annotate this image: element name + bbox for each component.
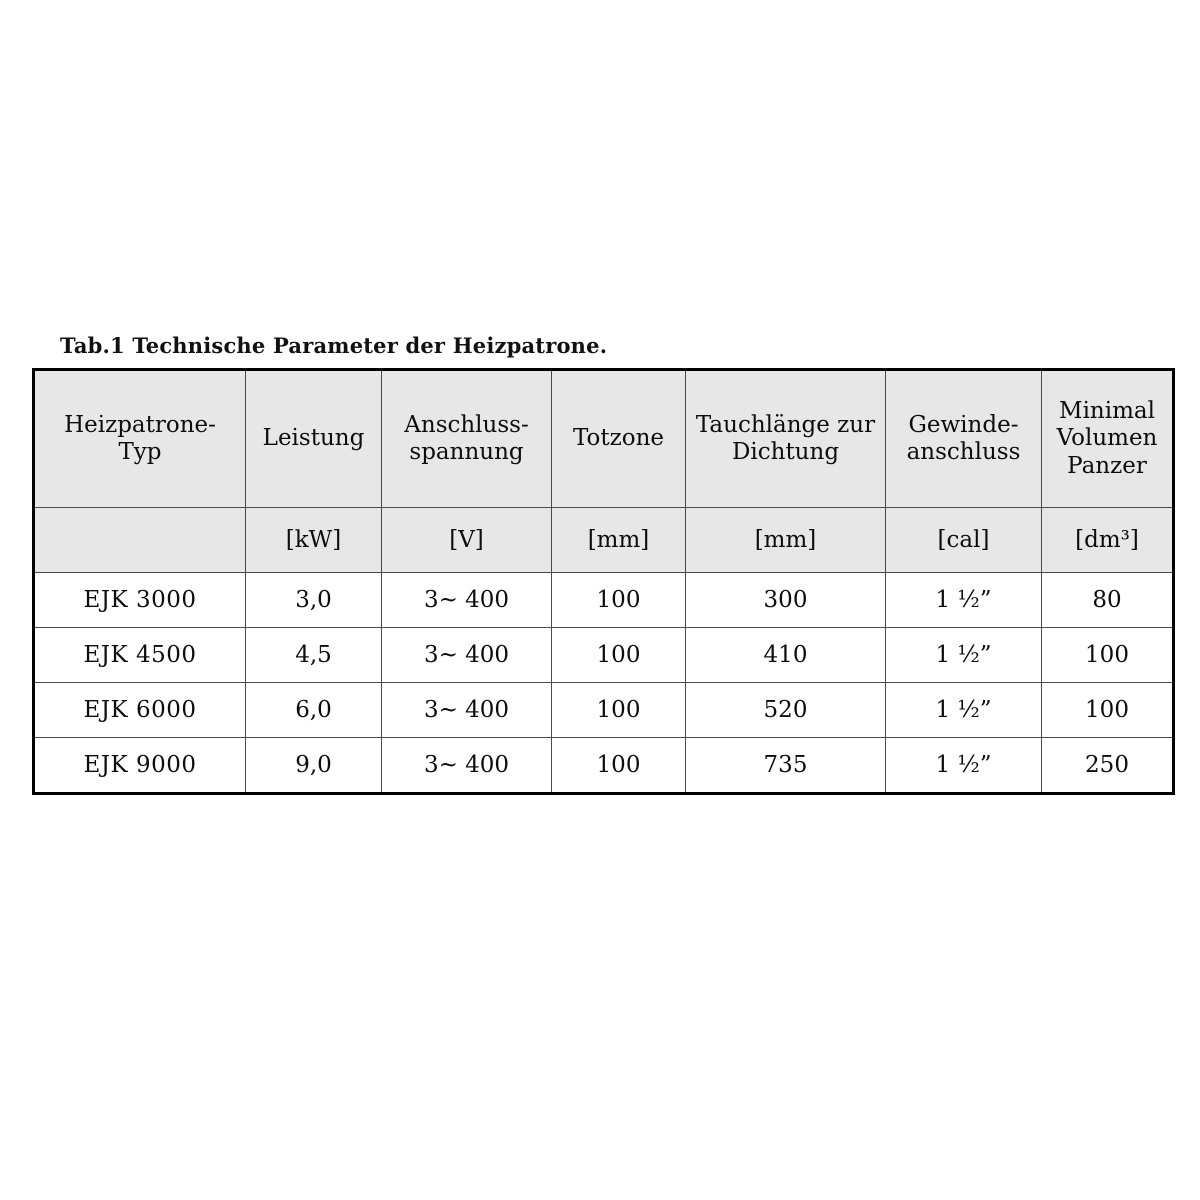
header-row-titles	[34, 370, 1174, 508]
table-row	[34, 573, 1174, 628]
cell-immersion: 410	[686, 628, 886, 683]
unit-cell-thread: [cal]	[886, 508, 1042, 573]
cell-voltage: 3~ 400	[382, 738, 552, 794]
header-thread-line-2: anschluss	[906, 439, 1021, 465]
cell-power: 3,0	[246, 573, 382, 628]
header-voltage-line-1: Anschluss-	[404, 411, 529, 438]
table-row	[34, 738, 1174, 794]
cell-type: EJK 4500	[34, 628, 246, 683]
spec-table-container	[32, 368, 1172, 795]
cell-voltage: 3~ 400	[382, 628, 552, 683]
cell-voltage: 3~ 400	[382, 683, 552, 738]
technical-parameters-table	[32, 368, 1175, 795]
header-cell-volume	[1042, 370, 1174, 508]
cell-type: EJK 9000	[34, 738, 246, 794]
cell-deadzone: 100	[552, 738, 686, 794]
cell-deadzone: 100	[552, 683, 686, 738]
header-power-line-1: Leistung	[262, 425, 365, 452]
header-immersion-line-2: Dichtung	[731, 439, 840, 465]
cell-immersion: 520	[686, 683, 886, 738]
table-body	[34, 573, 1174, 794]
cell-deadzone: 100	[552, 573, 686, 628]
cell-thread: 1 ½”	[886, 738, 1042, 794]
cell-volume: 80	[1042, 573, 1174, 628]
cell-voltage: 3~ 400	[382, 573, 552, 628]
cell-thread: 1 ½”	[886, 683, 1042, 738]
table-header	[34, 370, 1174, 573]
header-volume-line-3: Panzer	[1067, 452, 1147, 479]
cell-power: 6,0	[246, 683, 382, 738]
unit-cell-deadzone: [mm]	[552, 508, 686, 573]
cell-volume: 100	[1042, 683, 1174, 738]
unit-cell-type	[34, 508, 246, 573]
cell-power: 9,0	[246, 738, 382, 794]
cell-thread: 1 ½”	[886, 628, 1042, 683]
cell-power: 4,5	[246, 628, 382, 683]
cell-thread: 1 ½”	[886, 573, 1042, 628]
header-thread-line-1: Gewinde-	[908, 411, 1019, 438]
unit-cell-voltage: [V]	[382, 508, 552, 573]
cell-immersion: 300	[686, 573, 886, 628]
cell-deadzone: 100	[552, 628, 686, 683]
header-cell-immersion	[686, 370, 886, 508]
header-voltage-line-2: spannung	[409, 439, 524, 465]
cell-volume: 100	[1042, 628, 1174, 683]
header-immersion-line-1: Tauchlänge zur	[695, 411, 876, 438]
header-cell-type	[34, 370, 246, 508]
header-row-units	[34, 508, 1174, 573]
unit-cell-power: [kW]	[246, 508, 382, 573]
unit-cell-volume: [dm³]	[1042, 508, 1174, 573]
cell-type: EJK 3000	[34, 573, 246, 628]
header-cell-thread	[886, 370, 1042, 508]
cell-volume: 250	[1042, 738, 1174, 794]
header-cell-voltage	[382, 370, 552, 508]
table-row	[34, 683, 1174, 738]
header-type-line-1: Heizpatrone-	[64, 411, 216, 438]
table-caption: Tab.1 Technische Parameter der Heizpatrone.	[60, 333, 608, 358]
header-deadzone-line-1: Totzone	[572, 425, 665, 452]
header-volume-line-1: Minimal	[1059, 398, 1155, 425]
table-row	[34, 628, 1174, 683]
cell-immersion: 735	[686, 738, 886, 794]
header-type-line-2: Typ	[118, 439, 162, 465]
unit-cell-immersion: [mm]	[686, 508, 886, 573]
header-cell-power	[246, 370, 382, 508]
header-cell-deadzone	[552, 370, 686, 508]
cell-type: EJK 6000	[34, 683, 246, 738]
header-volume-line-2: Volumen	[1056, 425, 1158, 452]
